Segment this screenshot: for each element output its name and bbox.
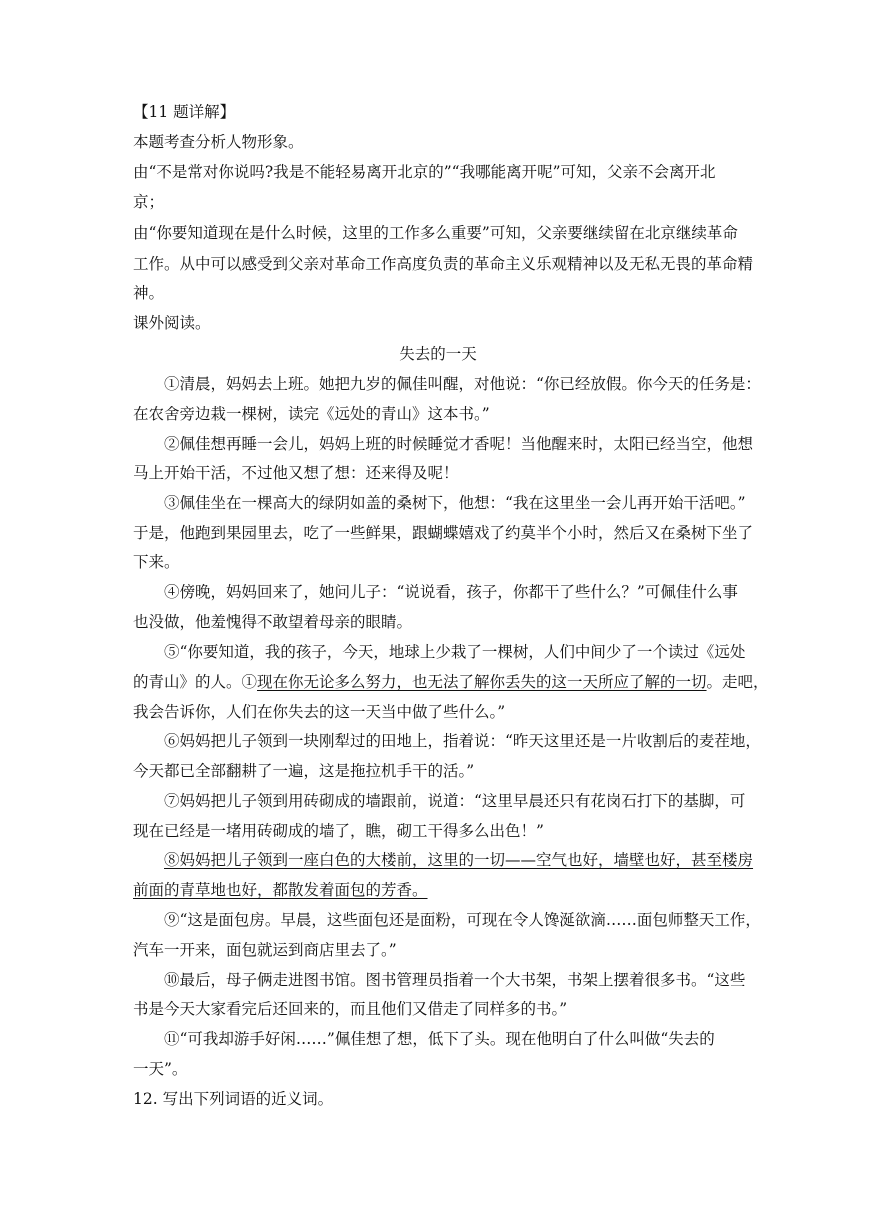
question-12: 12. 写出下列词语的近义词。 — [133, 1090, 334, 1108]
paragraph-11-line: ⑪“可我却游手好闲……”佩佳想了想，低下了头。现在他明白了什么叫做“失去的 — [133, 1030, 715, 1048]
passage-title: 失去的一天 — [399, 345, 477, 363]
section-header: 【11 题详解】 — [133, 103, 236, 121]
paragraph-10-line: 书是今天大家看完后还回来的，而且他们又借走了同样多的书。” — [133, 1000, 568, 1018]
paragraph-5-line: 我会告诉你，人们在你失去的这一天当中做了些什么。” — [133, 703, 506, 721]
paragraph-3-line: ③佩佳坐在一棵高大的绿阴如盖的桑树下，他想：“我在这里坐一会儿再开始干活吧。” — [133, 494, 746, 512]
paragraph-8-line — [133, 846, 754, 876]
intro-line: 课外阅读。 — [133, 314, 211, 332]
paragraph-4-line: ④傍晚，妈妈回来了，她问儿子：“说说看，孩子，你都干了些什么？”可佩佳什么事 — [133, 583, 738, 601]
intro-line: 由“不是常对你说吗?我是不能轻易离开北京的”“我哪能离开呢”可知，父亲不会离开北 — [133, 163, 716, 181]
paragraph-8-indent — [133, 851, 164, 869]
paragraph-10-line: ⑩最后，母子俩走进图书馆。图书管理员指着一个大书架，书架上摆着很多书。“这些 — [133, 971, 746, 989]
paragraph-3-line: 于是，他跑到果园里去，吃了一些鲜果，跟蝴蝶嬉戏了约莫半个小时，然后又在桑树下坐了 — [133, 524, 754, 542]
paragraph-7-line: 现在已经是一堵用砖砌成的墙了，瞧，砌工干得多么出色！” — [133, 822, 544, 840]
paragraph-2-line: 马上开始干活，不过他又想了想：还来得及呢！ — [133, 464, 459, 482]
paragraph-2-line: ②佩佳想再睡一会儿，妈妈上班的时候睡觉才香呢！当他醒来时，太阳已经当空，他想 — [133, 435, 754, 453]
intro-line: 京； — [133, 193, 165, 211]
paragraph-5-line: ⑤“你要知道，我的孩子，今天，地球上少栽了一棵树，人们中间少了一个读过《远处 — [133, 643, 746, 661]
paragraph-1-line: ①清晨，妈妈去上班。她把九岁的佩佳叫醒，对他说：“你已经放假。你今天的任务是： — [133, 375, 761, 393]
intro-line: 工作。从中可以感受到父亲对革命工作高度负责的革命主义乐观精神以及无私无畏的革命精 — [133, 255, 754, 273]
intro-line: 本题考查分析人物形象。 — [133, 133, 304, 151]
paragraph-4-line: 也没做，他羞愧得不敢望着母亲的眼睛。 — [133, 613, 413, 631]
paragraph-1-line: 在农舍旁边栽一棵树，读完《远处的青山》这本书。” — [133, 405, 490, 423]
paragraph-5-text: 。走吧， — [706, 673, 769, 691]
intro-line: 神。 — [133, 284, 165, 302]
paragraph-5-text: 的青山》的人。① — [133, 673, 258, 691]
paragraph-11-line: 一天”。 — [133, 1060, 188, 1078]
paragraph-6-line: 今天都已全部翻耕了一遍，这是拖拉机手干的活。” — [133, 762, 475, 780]
paragraph-5-line — [133, 668, 769, 698]
paragraph-9-line: ⑨“这是面包房。早晨，这些面包还是面粉，可现在令人馋涎欲滴……面包师整天工作， — [133, 911, 761, 929]
underlined-sentence: 前面的青草地也好，都散发着面包的芳香。 — [133, 881, 428, 899]
underlined-sentence: ⑧妈妈把儿子领到一座白色的大楼前，这里的一切——空气也好，墙壁也好，甚至楼房 — [164, 851, 754, 869]
paragraph-9-line: 汽车一开来，面包就运到商店里去了。” — [133, 941, 397, 959]
paragraph-3-line: 下来。 — [133, 553, 180, 571]
underlined-sentence: 现在你无论多么努力，也无法了解你丢失的这一天所应了解的一切 — [257, 673, 707, 691]
intro-line: 由“你要知道现在是什么时候，这里的工作多么重要”可知，父亲要继续留在北京继续革命 — [133, 224, 738, 242]
paragraph-7-line: ⑦妈妈把儿子领到用砖砌成的墙跟前，说道：“这里早晨还只有花岗石打下的基脚，可 — [133, 792, 746, 810]
paragraph-8-line — [133, 876, 743, 906]
paragraph-6-line: ⑥妈妈把儿子领到一块刚犁过的田地上，指着说：“昨天这里还是一片收割后的麦茬地， — [133, 732, 761, 750]
